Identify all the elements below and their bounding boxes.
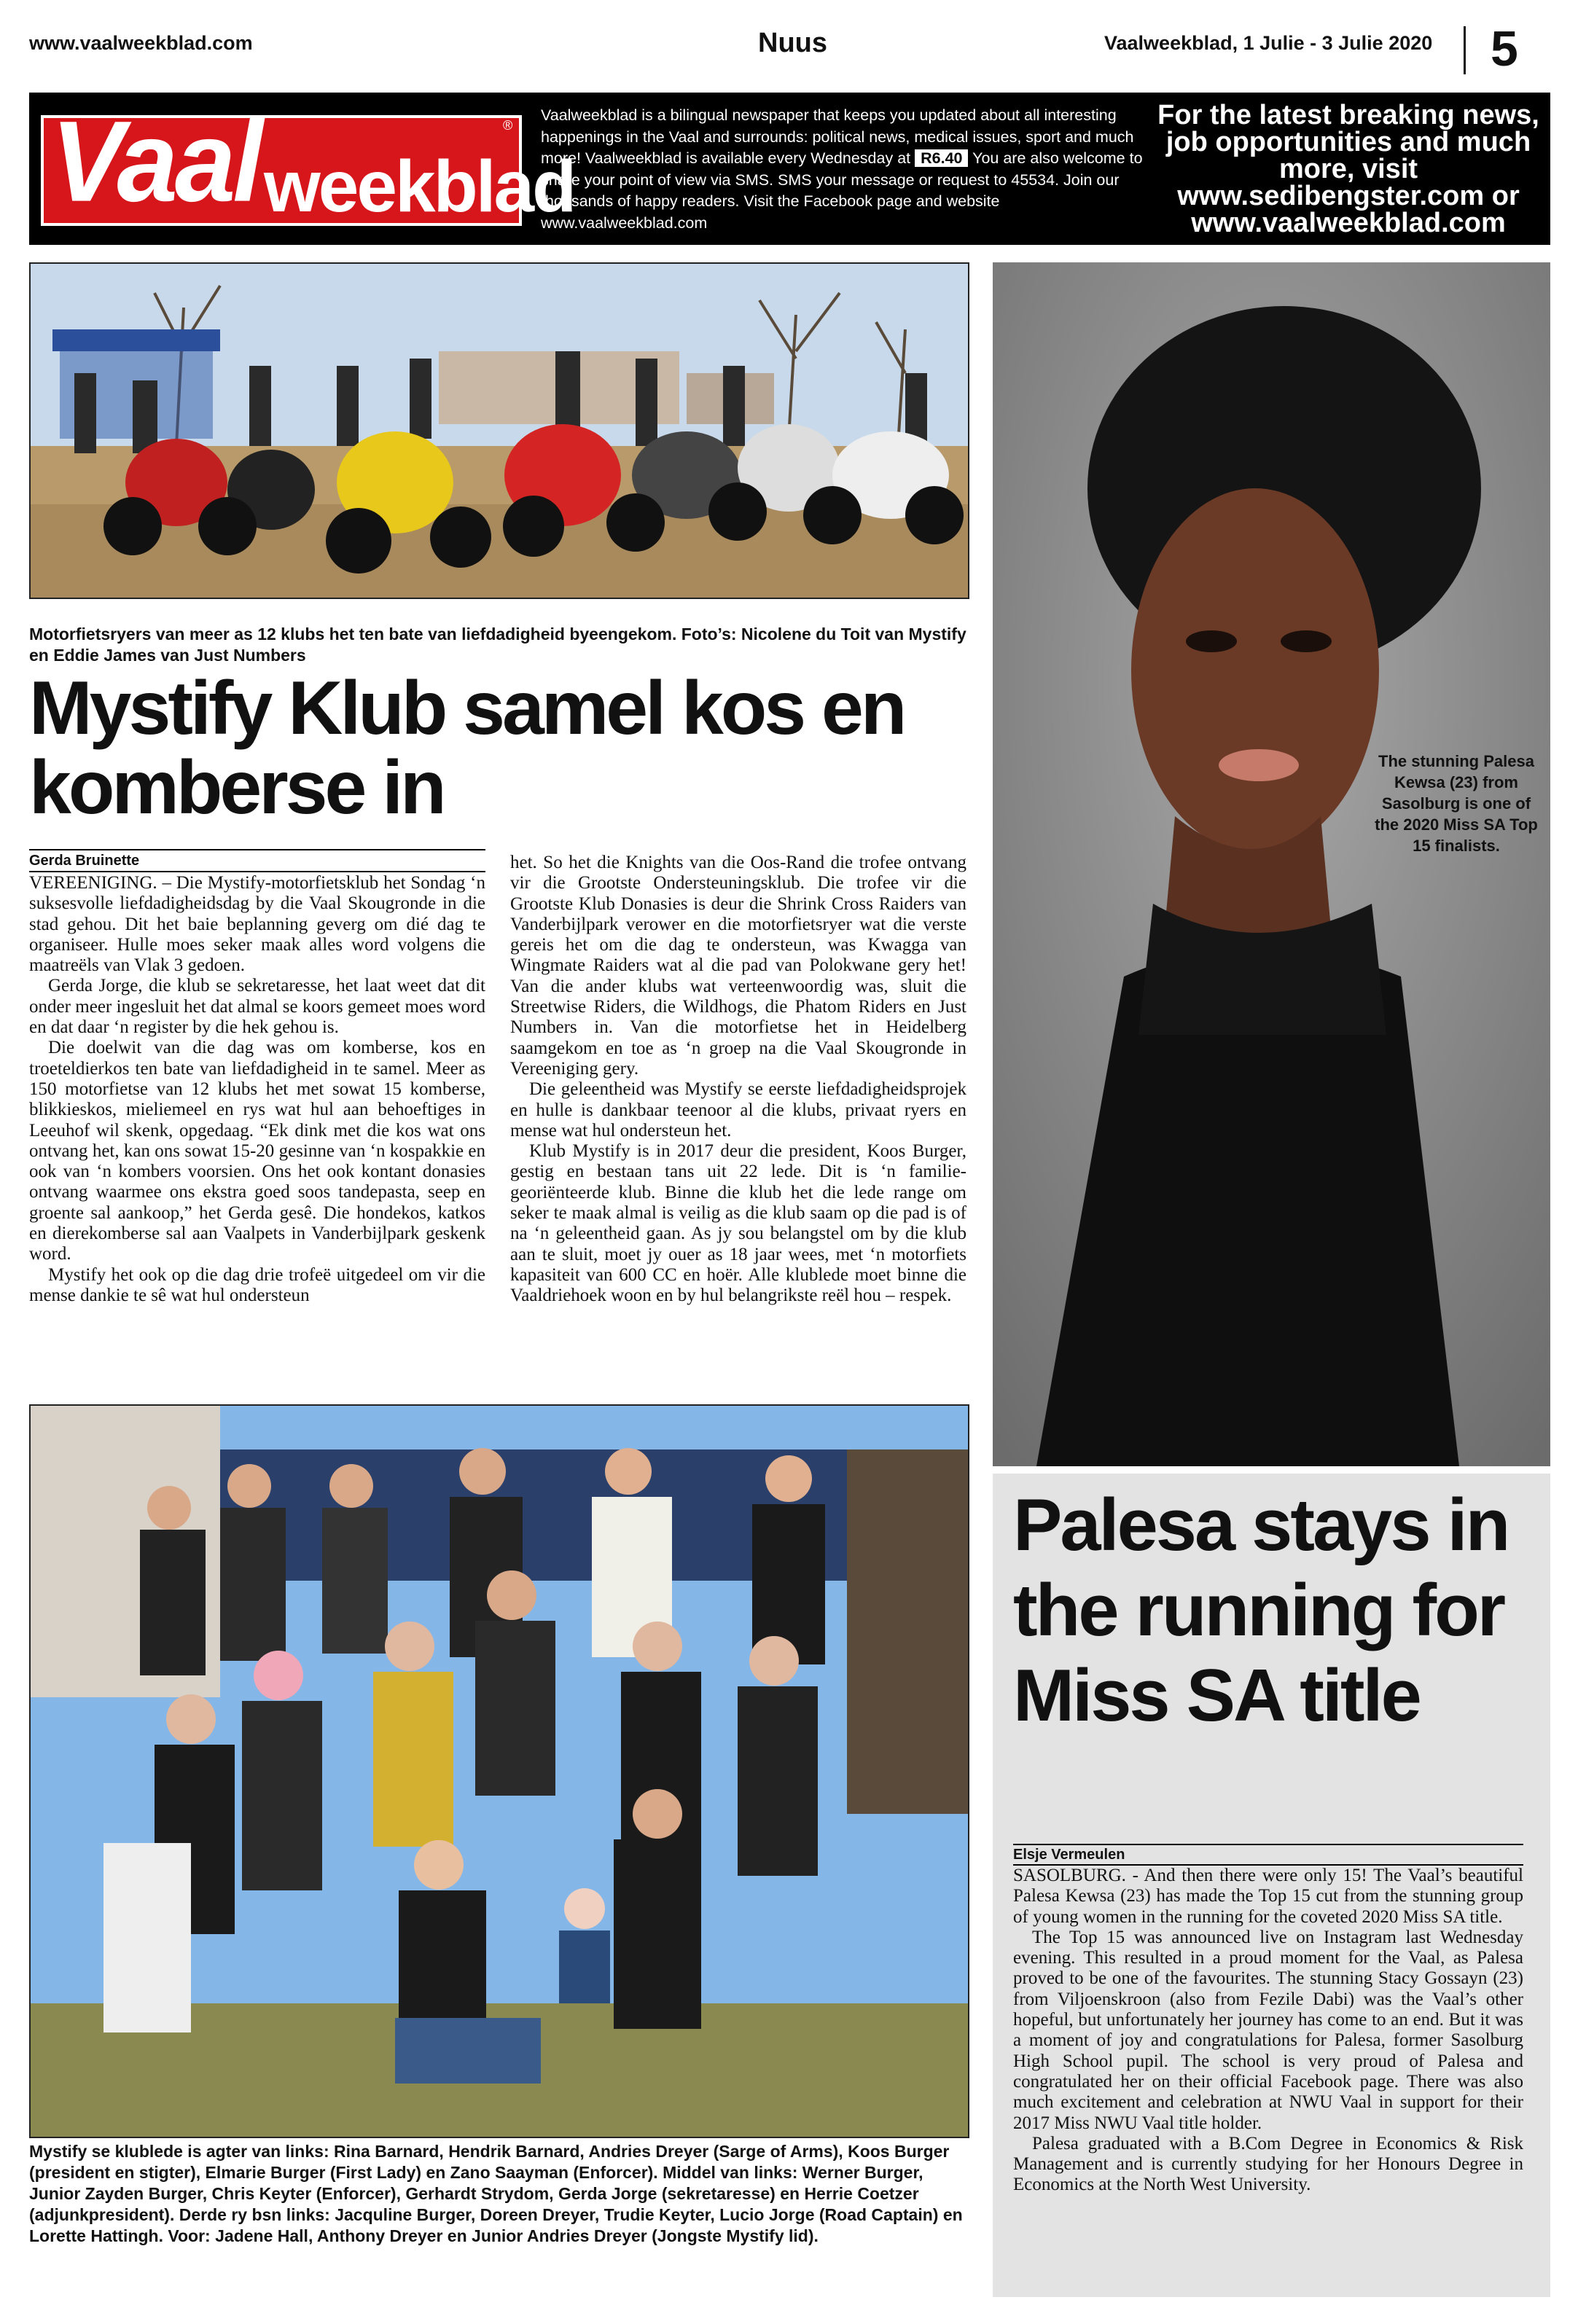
paragraph: SASOLBURG. - And then there were only 15! The Vaal’s beautiful Palesa Kewsa (23) has made the Top 15 cut from the stunning group of young women in the running for the coveted 2020 Miss SA title.: [1013, 1866, 1523, 1927]
article2-byline: Elsje Vermeulen: [1013, 1844, 1523, 1866]
article-column-2: [510, 853, 966, 1307]
paragraph: The Top 15 was announced live on Instagram last Wednesday evening. This resulted in a proud moment for the Vaal, as Palesa proved to be one of the favourites. The stunning Stacy Gossayn (23) from Viljoenskroon (also from Fezile Dabi) was the Vaal’s other hopeful, but unfortunately her journey has come to an end. But it was a moment of joy and congratulations for Palesa, former Sasolburg High School pupil. The school is very proud of Palesa and congratulated her on their official Facebook page. There was also much excitement and celebration at NWU Vaal in support for their 2017 Miss NWU Vaal title holder.: [1013, 1927, 1523, 2133]
paragraph: Die geleentheid was Mystify se eerste liefdadigheidsprojek en hulle is dankbaar teenoor al die klubs, privaat ryers en mense wat hul ondersteun het.: [510, 1079, 966, 1141]
paragraph: Palesa graduated with a B.Com Degree in Economics & Risk Management and is currently studying for her Honours Degree in Economics at the North West University.: [1013, 2133, 1523, 2195]
paragraph: Gerda Jorge, die klub se sekretaresse, het laat weet dat dit onder meer ingesluit het dat almal se koors gemeet moes word en dat daar ‘n register by die hek gehou is.: [29, 976, 485, 1038]
banner-text-a: Vaalweekblad is a bilingual newspaper that keeps you updated about all interesting happenings in the Vaal and surrounds: political news, medical issues, sport and much more! Vaalweekblad is available every Wednesday at: [541, 106, 1134, 167]
banner-text-b: You are also welcome to share your point of view via SMS. SMS your message or request to 45534. Join our thousands of happy readers. Visit the Facebook page and website www.vaalweekblad.com: [541, 149, 1143, 232]
section-name: Nuus: [758, 28, 827, 58]
price-badge: R6.40: [915, 149, 968, 167]
group-photo: [29, 1404, 969, 2138]
header-divider: [1464, 26, 1466, 74]
motorcycles-photo: [29, 262, 969, 599]
article-column-1: [29, 873, 485, 1306]
group-photo-caption: Mystify se klublede is agter van links: Rina Barnard, Hendrik Barnard, Andries Dreyer (Sarge of Arms), Koos Burger (president en stigter), Elmarie Burger (First Lady) en Zano Saayman (Enforcer). Middel van links: Werner Burger, Junior Zayden Burger, Chris Keyter (Enforcer), Gerhardt Strydom, Gerda Jorge (sekretaresse) en Herrie Coetzer (adjunkpresident). Derde ry bsn links: Jacquline Burger, Doreen Dreyer, Trudie Keyter, Lucio Jorge (Road Captain) en Lorette Hattingh. Voor: Jadene Hall, Anthony Dreyer en Junior Andries Dreyer (Jongste Mystify lid).: [29, 2142, 963, 2245]
article-byline: Gerda Bruinette: [29, 849, 485, 872]
banner-description: [541, 105, 1149, 234]
logo-weekblad-text: weekblad: [264, 146, 575, 227]
portrait-illustration: [993, 262, 1550, 1466]
article2-headline: Palesa stays in the running for Miss SA title: [1013, 1484, 1509, 1737]
group-illustration: [31, 1406, 969, 2138]
issue-date: Vaalweekblad, 1 Julie - 3 Julie 2020: [1104, 32, 1433, 54]
photo-caption: Motorfietsryers van meer as 12 klubs het ten bate van liefdadigheid byeengekom. Foto’s: Nicolene du Toit van Mystify en Eddie James van Just Numbers: [29, 625, 966, 665]
article2-body: [1013, 1866, 1523, 2196]
site-url[interactable]: www.vaalweekblad.com: [29, 32, 253, 54]
paragraph: VEREENIGING. – Die Mystify-motorfietsklub het Sondag ‘n suksesvolle liefdadigheidsdag by die Vaal Skougronde in die stad gehou. Dit het baie beplanning geverg om dié dag te organiseer. Hulle moes seker maak alles word volgens die maatreëls van Vlak 3 gedoen.: [29, 873, 485, 976]
page-number: 5: [1491, 21, 1518, 77]
article-headline: Mystify Klub samel kos en komberse in: [29, 666, 905, 830]
paragraph: het. So het die Knights van die Oos-Rand die trofee ontvang vir die Grootste Ondersteuningsklub. Die trofee vir die Grootste Klub Donasies is deur die Shrink Cross Raiders van Vanderbijlpark verower en die motorfietsryer wat die verste gereis het om die dag te ondersteun, was Kwagga van Wingmate Raiders wat al die pad van Polokwane gery het! Van die ander klubs wat verteenwoordig was, sluit die Streetwise Riders, die Wildhogs, die Phatom Riders en Just Numbers in. Van die motorfietse het in Heidelberg saamgekom en toe as ‘n groep na die Vaal Skougronde in Vereeniging gery.: [510, 853, 966, 1079]
portrait-caption: The stunning Palesa Kewsa (23) from Sasolburg is one of the 2020 Miss SA Top 15 finalists.: [1375, 752, 1538, 855]
paragraph: Mystify het ook op die dag drie trofeë uitgedeel om vir die mense dankie te sê wat hul ondersteun: [29, 1264, 485, 1305]
banner-promo: For the latest breaking news, job opportunities and much more, visit www.sedibengster.com or www.vaalweekblad.com: [1157, 100, 1539, 238]
motorcycles-illustration: [31, 264, 969, 599]
registered-mark: ®: [503, 118, 513, 133]
paragraph: Die doelwit van die dag was om komberse, kos en troeteldierkos ten bate van liefdadigheid in te samel. Meer as 150 motorfietse van 12 klubs het met sowat 15 komberse, blikkieskos, mieliemeel en rys wat hul aan behoeftiges in Leeuhof wil skenk, opgedaag. “Ek dink met die kos wat ons ontvang het, kan ons sowat 15-20 gesinne van ‘n kospakkie en ook van ‘n kombers voorsien. Ons het ook kontant donasies ontvang waarmee ons ekstra goed soos tandepasta, seep en groente sal aankoop,” het Gerda gesê. Die hondekos, katkos en dierekomberse sal aan Vaalpets in Vanderbijlpark geskenk word.: [29, 1038, 485, 1264]
logo-vaal-text: Vaal: [51, 96, 261, 226]
paragraph: Klub Mystify is in 2017 deur die president, Koos Burger, gestig en bestaan tans uit 22 lede. Dit is ‘n familie-georiënteerde klub. Binne die klub het die lede range om seker te maak almal is veilig as die klub saam op die pad is of na ‘n geleentheid gaan. As jy sou belangstel om by die klub aan te sluit, moet jy ouer as 18 jaar wees, met ‘n motorfiets kapasiteit van 600 CC en hoër. Alle klublede moet binne die Vaaldriehoek woon en by hul belangrikste reël hou – respek.: [510, 1141, 966, 1306]
portrait-photo: [993, 262, 1550, 1466]
